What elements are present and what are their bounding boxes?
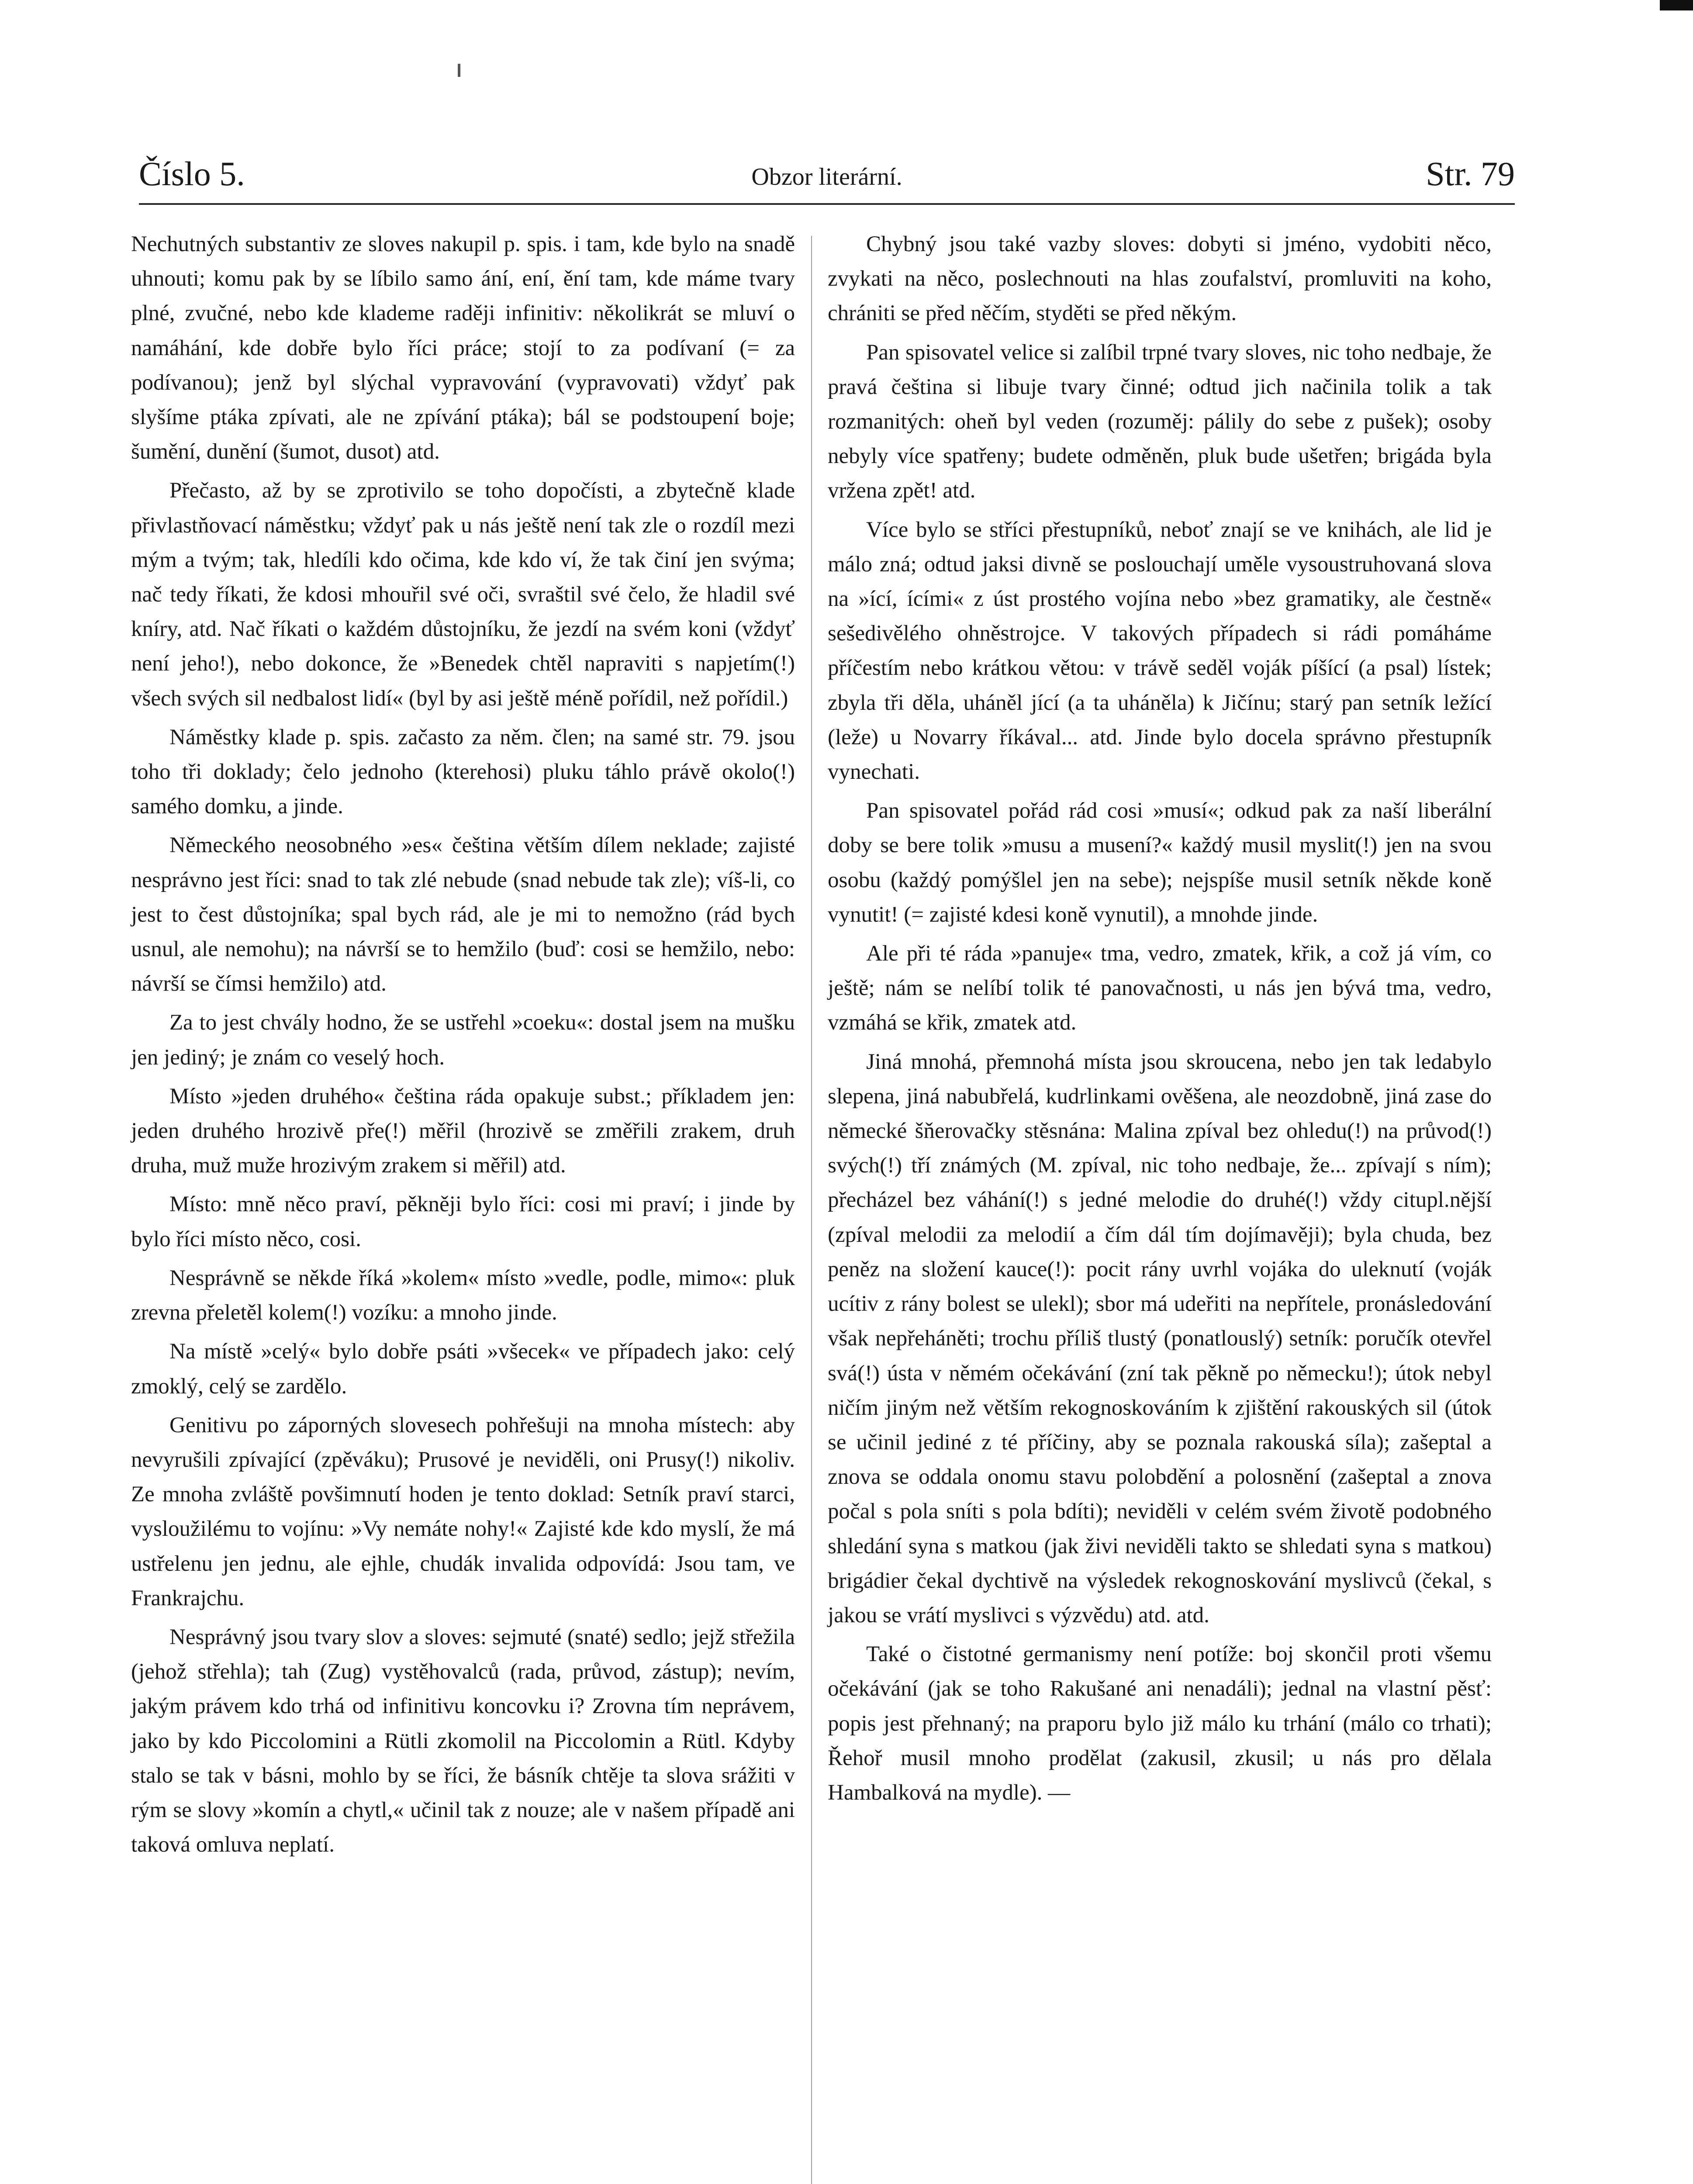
- paragraph: Pan spisovatel pořád rád cosi »musí«; odkud pak za naší liberální doby se bere tolik »musu a musení?« každý musil myslit(!) jen na svou osobu (každý pomýšlel jen na sebe); nejspíše musil setník někde koně vynutit! (= zajisté kdesi koně vynutil), a mnohde jinde.: [828, 798, 1492, 927]
- paragraph: Přečasto, až by se zprotivilo se toho dopočísti, a zbytečně klade přivlastňovací náměstku; vždyť pak u nás ještě není tak zle o rozdíl mezi mým a tvým; tak, hledíli kdo očima, kde kdo ví, že tak činí jen svýma; nač tedy říkati, že kdosi mhouřil své oči, svraštil své čelo, že hladil své kníry, atd. Nač říkati o každém důstojníku, že jezdí na svém koni (vždyť není jeho!), nebo dokonce, že »Benedek chtěl napraviti s napjetím(!) všech svých sil nedbalost lidí« (byl by asi ještě méně pořídil, než pořídil.): [131, 478, 795, 711]
- paragraph: Nesprávný jsou tvary slov a sloves: sejmuté (snaté) sedlo; jejž střežila (jehož střehla); tah (Zug) vystěhovalců (rada, průvod, zástup); nevím, jakým právem kdo trhá od infinitivu koncovku i? Zrovna tím neprávem, jako by kdo Piccolomini a Rütli zkomolil na Piccolomin a Rütl. Kdyby stalo se tak v básni, mohlo by se říci, že básník chtěje ta slova srážiti v rým se slovy »komín a chytl,« učinil tak z nouze; ale v našem případě ani taková omluva neplatí.: [131, 1624, 795, 1857]
- paragraph: Také o čistotné germanismy není potíže: boj skončil proti všemu očekávání (jak se toho Rakušané ani nenadáli); jednal na vlastní pěsť: popis jest přehnaný; na praporu bylo již málo ku trhání (málo co trhati); Řehoř musil mnoho prodělat (zakusil, zkusil; u nás pro dělala Hambalková na mydle). —: [828, 1642, 1492, 1805]
- page-header: [139, 151, 1515, 205]
- issue-number: Číslo 5.: [139, 155, 245, 193]
- column-divider: [811, 236, 812, 2184]
- right-column: [828, 227, 1492, 1814]
- paragraph: Nesprávně se někde říká »kolem« místo »vedle, podle, mimo«: pluk zrevna přeletěl kolem(!) vozíku: a mnoho jinde.: [131, 1265, 795, 1325]
- scan-mark: [458, 64, 460, 77]
- paragraph: Místo »jeden druhého« čeština ráda opakuje subst.; příkladem jen: jeden druhého hrozivě pře(!) měřil (hrozivě se změřili zrakem, druh druha, muž muže hrozivým zrakem si měřil) atd.: [131, 1084, 795, 1178]
- paragraph: Na místě »celý« bylo dobře psáti »všecek« ve případech jako: celý zmoklý, celý se zardělo.: [131, 1339, 795, 1399]
- paragraph: Více bylo se stříci přestupníků, neboť znají se ve knihách, ale lid je málo zná; odtud jaksi divně se poslouchají uměle vysoustruhovaná slova na »ící, ícími« z úst prostého vojína nebo »bez gramatiky, ale čestně« sešedivělého ohněstrojce. V takových případech si rádi pomáháme příčestím nebo krátkou větou: v trávě seděl voják píšící (a psal) lístek; zbyla tři děla, uháněl jící (a ta uháněla) k Jičínu; starý pan setník ležící (leže) u Novarry říkával... atd. Jinde bylo docela správno přestupník vynechati.: [828, 517, 1492, 784]
- paragraph: Genitivu po záporných slovesech pohřešuji na mnoha místech: aby nevyrušili zpívající (zpěváku); Prusové je neviděli, oni Prusy(!) nikoliv. Ze mnoha zvláště povšimnutí hoden je tento doklad: Setník praví starci, vysloužilému to vojínu: »Vy nemáte nohy!« Zajisté kde kdo myslí, že má ustřelenu jen jednu, ale ejhle, chudák invalida odpovídá: Jsou tam, ve Frankrajchu.: [131, 1413, 795, 1610]
- paragraph: Nechutných substantiv ze sloves nakupil p. spis. i tam, kde bylo na snadě uhnouti; komu pak by se líbilo samo ání, ení, ění tam, kde máme tvary plné, zvučné, nebo kde klademe raději infinitiv: několikrát se mluví o namáhání, kde dobře bylo říci práce; stojí to za podívaní (= za podívanou); jenž byl slýchal vypravování (vypravovati) vždyť pak slyšíme ptáka zpívati, ale ne zpívání ptáka); bál se podstoupení boje; šumění, dunění (šumot, dusot) atd.: [131, 232, 795, 464]
- paragraph: Za to jest chvály hodno, že se ustřehl »coeku«: dostal jsem na mušku jen jediný; je znám co veselý hoch.: [131, 1010, 795, 1070]
- scan-mark: [1660, 0, 1693, 10]
- paragraph: Ale při té ráda »panuje« tma, vedro, zmatek, křik, a což já vím, co ještě; nám se nelíbí tolik té panovačnosti, u nás jen bývá tma, vedro, vzmáhá se křik, zmatek atd.: [828, 941, 1492, 1035]
- paragraph: Jiná mnohá, přemnohá místa jsou skroucena, nebo jen tak ledabylo slepena, jiná nabubřelá, kudrlinkami ověšena, ale neozdobně, jiná zase do německé šňerovačky stěsnána: Malina zpíval bez ohledu(!) na průvod(!) svých(!) tří známých (M. zpíval, nic toho nedbaje, že... zpívají s ním); přecházel bez váhání(!) s jedné melodie do druhé(!) vždy citupl.nější (zpíval melodii za melodií a čím dál tím dojímavěji); byla chuda, bez peněz na složení kauce(!): pocit rány uvrhl vojáka do uleknutí (voják ucítiv z rány bolest se ulekl); sbor má udeřiti na nepřítele, pronásledování však nepřeháněti; trochu příliš tlustý (ponatlouslý) setník: poručík otevřel svá(!) ústa v němém očekávání (zní tak pěkně po německu!); útok nebyl ničím jiným než větším rekognoskováním k zjištění rakouských sil (útok se učinil jediné z té příčiny, aby se poznala rakouská síla); zašeptal a znova se oddala onomu stavu polobdění a polosnění (zašeptal a znova počal s pola sníti s pola bdíti); neviděli v celém svém životě podobného shledání syna s matkou (jak živi neviděli takto se shledati syna s matkou) brigádier čekal dychtivě na výsledek rekognoskování myslivců (čekal, s jakou se vrátí myslivci s výzvědu) atd. atd.: [828, 1049, 1492, 1628]
- page-number: Str. 79: [1426, 155, 1515, 193]
- paragraph: Chybný jsou také vazby sloves: dobyti si jméno, vydobiti něco, zvykati na něco, poslechnouti na hlas zoufalství, promluviti na koho, chrániti se před něčím, styděti se před někým.: [828, 232, 1492, 326]
- left-column: [131, 227, 795, 1866]
- publication-title: Obzor literární.: [751, 163, 902, 190]
- paragraph: Německého neosobného »es« čeština větším dílem neklade; zajisté nesprávno jest říci: snad to tak zlé nebude (snad nebude tak zle); víš-li, co jest to čest důstojníka; spal bych rád, ale je mi to nemožno (rád bych usnul, ale nemohu); na návrší se to hemžilo (buď: cosi se hemžilo, nebo: návrší se čímsi hemžilo) atd.: [131, 833, 795, 996]
- paragraph: Náměstky klade p. spis. začasto za něm. člen; na samé str. 79. jsou toho tři doklady; čelo jednoho (kterehosi) pluku táhlo právě okolo(!) samého domku, a jinde.: [131, 725, 795, 819]
- paragraph: Pan spisovatel velice si zalíbil trpné tvary sloves, nic toho nedbaje, že pravá čeština si libuje tvary činné; odtud jich načinila tolik a tak rozmanitých: oheň byl veden (rozuměj: pálily do sebe z pušek); osoby nebyly více spatřeny; budete odměněn, pluk bude ušetřen; brigáda byla vržena zpět! atd.: [828, 340, 1492, 503]
- paragraph: Místo: mně něco praví, pěkněji bylo říci: cosi mi praví; i jinde by bylo říci místo něco, cosi.: [131, 1192, 795, 1251]
